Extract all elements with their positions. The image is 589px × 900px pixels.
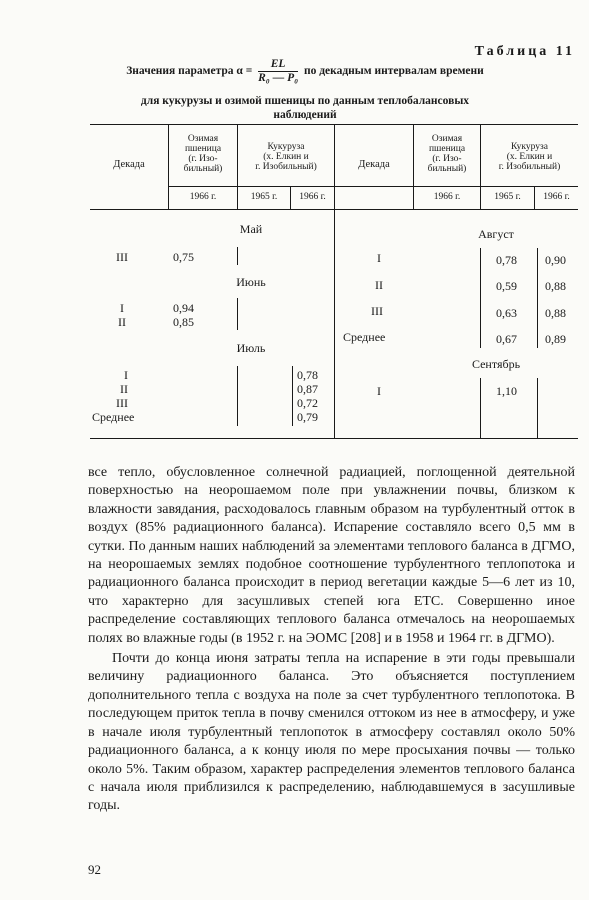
row-june-rule — [237, 298, 238, 330]
row-sep-c1965: 1,10 — [496, 384, 517, 398]
row-aug-avg-c1965: 0,67 — [496, 332, 517, 346]
body-text — [88, 464, 575, 816]
row-may-decade: III — [116, 250, 128, 264]
row-aug-3-decade: III — [371, 304, 383, 318]
row-july-1-corn: 0,78 — [297, 368, 318, 382]
header-decade-right: Декада — [358, 159, 390, 170]
row-aug-2-c1965: 0,59 — [496, 279, 517, 293]
row-june-1-wheat: 0,94 — [173, 301, 194, 315]
row-may-rule — [237, 247, 238, 265]
caption-post: по декадным интервалам времени — [303, 65, 484, 78]
row-july-rule-2 — [292, 366, 293, 426]
row-sep-rule-1 — [480, 378, 481, 438]
row-sep-decade: I — [377, 384, 381, 398]
header-year-rule — [168, 186, 578, 187]
row-aug-3-c1966: 0,88 — [545, 306, 566, 320]
row-aug-1-c1965: 0,78 — [496, 253, 517, 267]
caption-formula — [258, 58, 298, 85]
group-august: Август — [478, 227, 514, 241]
group-may: Май — [239, 222, 263, 236]
row-aug-1-c1966: 0,90 — [545, 253, 566, 267]
group-september: Сентябрь — [471, 357, 521, 371]
header-year-1966-right: 1966 г. — [543, 192, 570, 202]
header-corn-left: Кукуруза (х. Елкин и г. Изобильный) — [255, 142, 317, 172]
row-may-wheat: 0,75 — [173, 250, 194, 264]
divider-center — [334, 124, 335, 438]
row-july-1-decade: I — [124, 368, 128, 382]
row-june-1-decade: I — [120, 301, 124, 315]
header-year-wheat-left: 1966 г. — [189, 192, 217, 202]
table-caption — [80, 58, 530, 85]
row-aug-avg-c1966: 0,89 — [545, 332, 566, 346]
formula-denominator: R₀ — P₀ — [258, 72, 299, 84]
row-aug-avg-decade: Среднее — [343, 330, 386, 344]
paragraph-2: Почти до конца июня затраты тепла на испарение в эти годы превышали величину радиационного баланса. Это объясняется поступлением дополнительного тепла с воздуха на поле за счет турбулентного теплопотока. В последующем приток тепла в почву сменился оттоком из нее в атмосферу, и уже в начале июля турбулентный теплопоток в атмосферу составлял около 50% радиационного баланса, а к концу июля по мере просыхания почвы — только около 5%. Таким образом, характер распределения элементов теплового баланса с начала июля приблизился к распределению, наблюдавшемуся в засушливые годы. — [88, 651, 575, 814]
header-year-1966-left: 1966 г. — [299, 192, 326, 202]
row-july-3-corn: 0,72 — [297, 396, 318, 410]
row-aug-1-decade: I — [377, 251, 381, 265]
header-wheat-right: Озимая пшеница (г. Изо- бильный) — [427, 134, 467, 174]
caption-line-3: наблюдений — [273, 109, 337, 121]
row-aug-3-c1965: 0,63 — [496, 306, 517, 320]
formula-numerator: EL — [258, 58, 298, 72]
header-year-1965-right: 1965 г. — [494, 192, 521, 202]
table-bottom-rule — [90, 438, 578, 439]
row-aug-rule-1 — [480, 248, 481, 348]
header-year-1965-left: 1965 г. — [250, 192, 278, 202]
header-corn-right: Кукуруза (х. Елкин и г. Изобильный) — [498, 142, 561, 172]
header-wheat-left: Озимая пшеница (г. Изо- бильный) — [183, 134, 223, 174]
row-june-2-wheat: 0,85 — [173, 315, 194, 329]
row-july-rule-1 — [237, 366, 238, 426]
table-label: Таблица 11 — [474, 44, 575, 59]
row-july-2-decade: II — [120, 382, 128, 396]
page-number: 92 — [88, 862, 101, 877]
paragraph-1: все тепло, обусловленное солнечной радиацией, поглощенной деятельной поверхностью на неорошаемом поле при увлажнении почвы, близком к влажности завядания, расходовалось главным образом на турбулентный отток в воздух (85% радиационного баланса). Испарение составляло всего 0,5 мм в сутки. По данным наших наблюдений за элементами теплового баланса в ДГМО, на неорошаемых землях подобное соотношение турбулентного теплопотока и радиационного баланса происходит в период вегетации каждые 5—6 лет из 10, что характерно для засушливых степей юга ЕТС. Совершенно иное распределение составляющих теплового баланса отмечалось на неорошаемых полях во влажные годы (в 1952 г. на ЭОМС [208] и в 1958 и 1964 гг. в ДГМО). — [88, 465, 575, 646]
row-july-3-decade: III — [116, 396, 128, 410]
group-july: Июль — [236, 341, 266, 355]
header-year-wheat-right: 1966 г. — [433, 192, 461, 202]
row-july-2-corn: 0,87 — [297, 382, 318, 396]
row-june-2-decade: II — [118, 315, 126, 329]
row-aug-rule-2 — [537, 248, 538, 348]
row-sep-rule-2 — [537, 378, 538, 438]
caption-line-2: для кукурузы и озимой пшеницы по данным теплобалансовых — [140, 95, 470, 107]
caption-pre: Значения параметра α = — [126, 65, 253, 78]
row-july-avg-corn: 0,79 — [297, 410, 318, 424]
row-july-avg-decade: Среднее — [92, 410, 135, 424]
row-aug-2-decade: II — [375, 278, 383, 292]
row-aug-2-c1966: 0,88 — [545, 279, 566, 293]
header-decade-left: Декада — [113, 159, 145, 170]
group-june: Июнь — [236, 275, 266, 289]
